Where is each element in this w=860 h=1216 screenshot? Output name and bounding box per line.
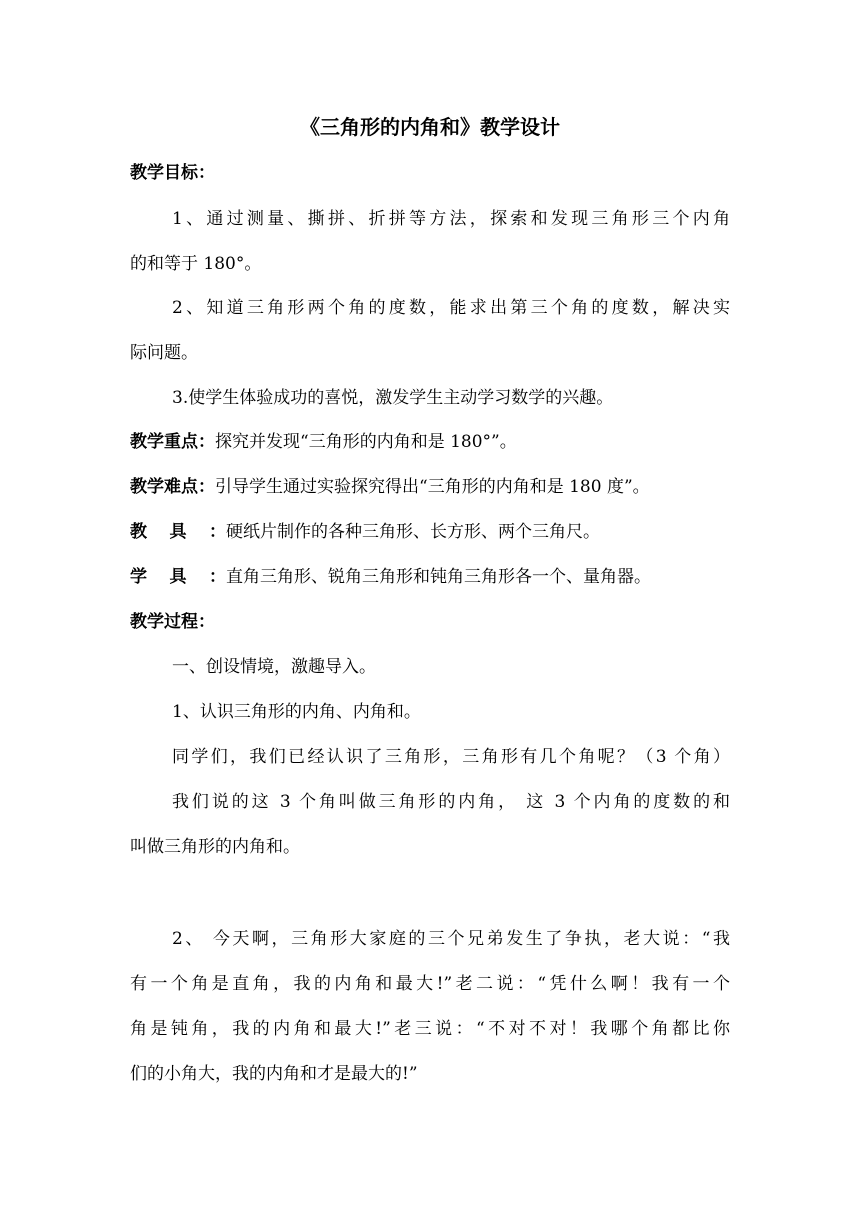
student-tools-text: 直角三角形、锐角三角形和钝角三角形各一个、量角器。 [226, 567, 651, 587]
paragraph-1: 同学们，我们已经认识了三角形，三角形有几个角呢？（3 个角） [172, 747, 730, 767]
step-2-line-2: 有一个角是直角，我的内角和最大!”老二说：“凭什么啊！我有一个 [130, 974, 730, 994]
teacher-tools-text: 硬纸片制作的各种三角形、长方形、两个三角尺。 [226, 522, 600, 542]
objective-2-line-1: 2、知道三角形两个角的度数，能求出第三个角的度数，解决实 [172, 298, 730, 318]
paragraph-2-line-1: 我们说的这 3 个角叫做三角形的内角， 这 3 个内角的度数的和 [172, 792, 730, 812]
difficulty-row [130, 473, 730, 501]
key-point-text: 探究并发现“三角形的内角和是 180°”。 [215, 432, 517, 452]
section-1-heading: 一、创设情境，激趣导入。 [172, 657, 376, 677]
objective-3: 3.使学生体验成功的喜悦，激发学生主动学习数学的兴趣。 [172, 388, 614, 408]
objectives-heading: 教学目标： [130, 163, 215, 183]
step-2-line-1: 2、 今天啊，三角形大家庭的三个兄弟发生了争执，老大说：“我 [172, 929, 730, 949]
student-tools-label: 学具： [130, 567, 226, 587]
paragraph-2-line-2: 叫做三角形的内角和。 [130, 837, 300, 857]
process-heading: 教学过程： [130, 612, 215, 632]
teacher-tools-row [130, 518, 730, 546]
teacher-tools-label: 教具： [130, 522, 226, 542]
step-2-line-3: 角是钝角，我的内角和最大!”老三说：“不对不对！我哪个角都比你 [130, 1019, 730, 1039]
objective-1-line-1: 1、通过测量、撕拼、折拼等方法，探索和发现三角形三个内角 [172, 209, 730, 229]
difficulty-text: 引导学生通过实验探究得出“三角形的内角和是 180 度”。 [215, 477, 650, 497]
objective-1-line-2: 的和等于 180°。 [130, 254, 262, 274]
step-1: 1、认识三角形的内角、内角和。 [172, 702, 421, 722]
step-2-line-4: 们的小角大，我的内角和才是最大的!” [130, 1064, 418, 1084]
student-tools-row [130, 563, 730, 591]
difficulty-label: 教学难点： [130, 477, 215, 497]
document-title: 《三角形的内角和》教学设计 [300, 115, 560, 139]
objective-2-line-2: 际问题。 [130, 343, 198, 363]
key-point-row [130, 428, 730, 456]
key-point-label: 教学重点： [130, 432, 215, 452]
